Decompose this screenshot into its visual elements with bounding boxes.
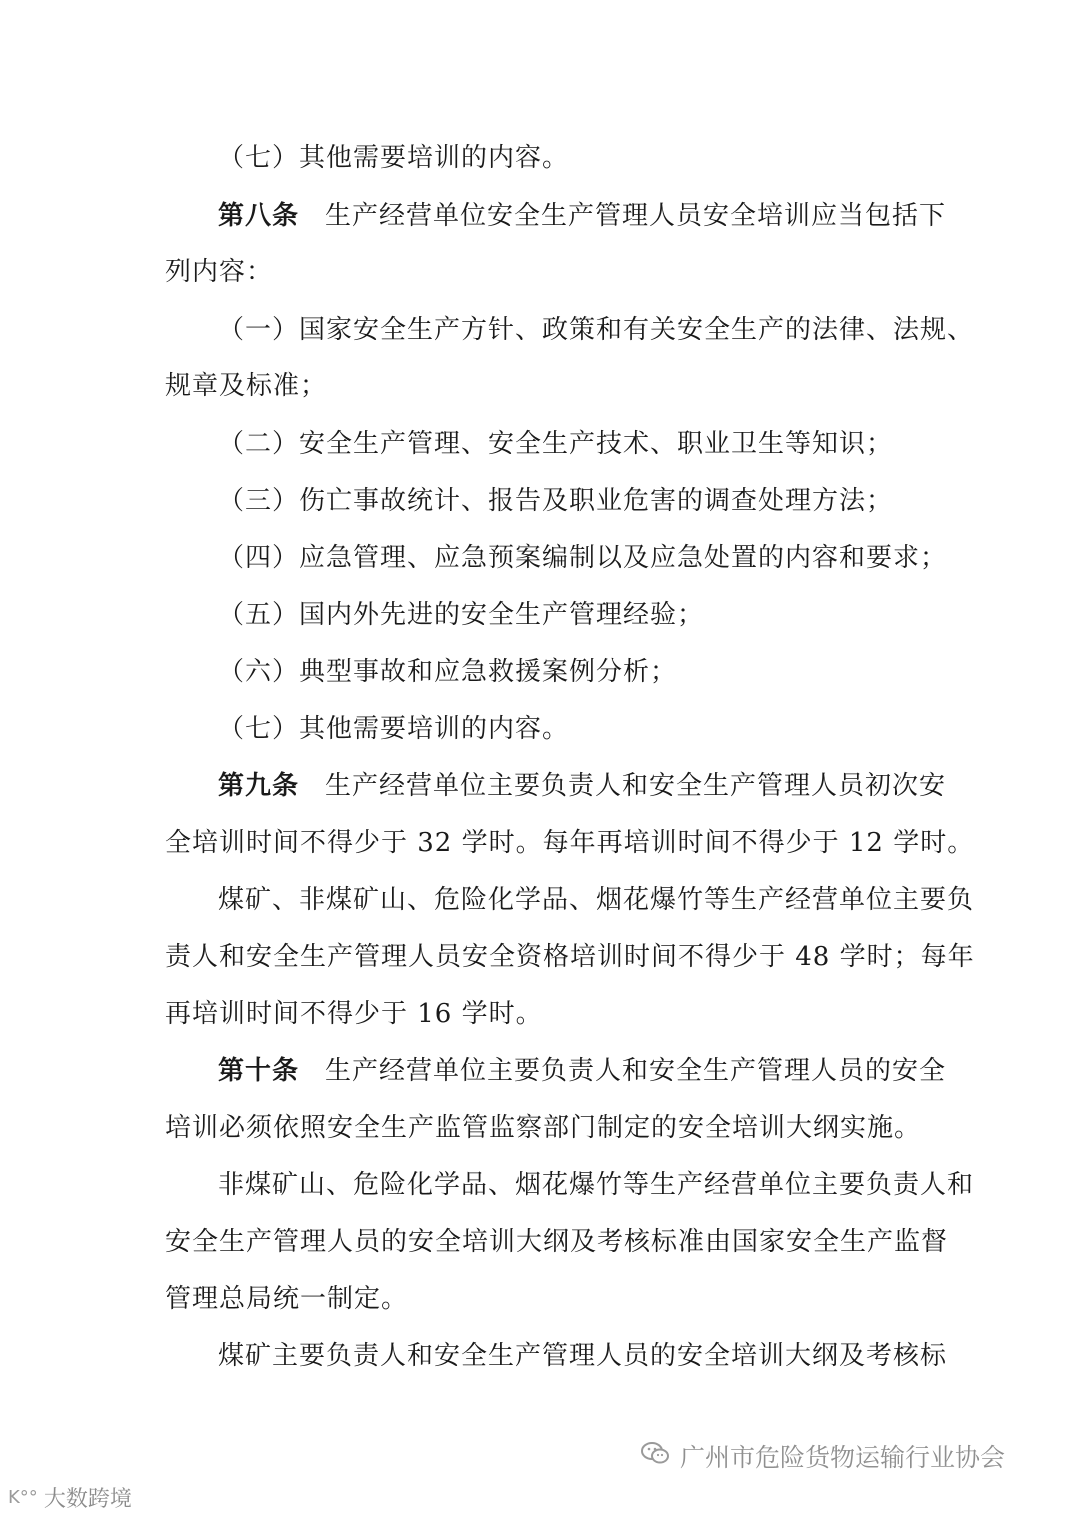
paragraph-line: 培训必须依照安全生产监管监察部门制定的安全培训大纲实施。 (165, 1113, 922, 1143)
wechat-icon (640, 1440, 670, 1472)
paragraph-line: 煤矿、非煤矿山、危险化学品、烟花爆竹等生产经营单位主要负 (218, 885, 975, 915)
list-item: （三）伤亡事故统计、报告及职业危害的调查处理方法； (218, 486, 894, 516)
list-item: （二）安全生产管理、安全生产技术、职业卫生等知识； (218, 429, 894, 459)
list-item-continuation: 规章及标准； (165, 371, 328, 401)
watermark-right (640, 1438, 1005, 1474)
list-item: （六）典型事故和应急救援案例分析； (218, 657, 678, 687)
brand-logo: K°° (8, 1487, 38, 1508)
list-item: （七）其他需要培训的内容。 (218, 714, 570, 744)
paragraph-line: 全培训时间不得少于 32 学时。每年再培训时间不得少于 12 学时。 (165, 828, 975, 858)
article-10-heading (218, 1055, 946, 1087)
list-item: （一）国家安全生产方针、政策和有关安全生产的法律、法规、 (218, 315, 975, 345)
paragraph-line: 煤矿主要负责人和安全生产管理人员的安全培训大纲及考核标 (218, 1341, 948, 1371)
paragraph-text: 生产经营单位安全生产管理人员安全培训应当包括下 (325, 201, 947, 231)
article-label: 第八条 (218, 201, 300, 231)
watermark-left (8, 1482, 132, 1513)
paragraph-line: 责人和安全生产管理人员安全资格培训时间不得少于 48 学时；每年 (165, 942, 975, 972)
list-item: （七）其他需要培训的内容。 (218, 143, 570, 173)
list-item: （四）应急管理、应急预案编制以及应急处置的内容和要求； (218, 543, 948, 573)
list-item: （五）国内外先进的安全生产管理经验； (218, 600, 705, 630)
watermark-brand-name: 大数跨境 (43, 1487, 132, 1512)
article-8-heading (218, 200, 946, 232)
paragraph-line: 再培训时间不得少于 16 学时。 (165, 999, 543, 1029)
paragraph-line: 安全生产管理人员的安全培训大纲及考核标准由国家安全生产监督 (165, 1227, 949, 1257)
article-label: 第十条 (218, 1056, 300, 1086)
paragraph-line: 非煤矿山、危险化学品、烟花爆竹等生产经营单位主要负责人和 (218, 1170, 975, 1200)
article-9-heading (218, 770, 946, 802)
paragraph-text: 生产经营单位主要负责人和安全生产管理人员的安全 (325, 1056, 947, 1086)
article-label: 第九条 (218, 771, 300, 801)
paragraph-line: 列内容： (165, 257, 274, 287)
paragraph-line: 管理总局统一制定。 (165, 1284, 409, 1314)
paragraph-text: 生产经营单位主要负责人和安全生产管理人员初次安 (325, 771, 947, 801)
watermark-account-name: 广州市危险货物运输行业协会 (680, 1443, 1006, 1472)
